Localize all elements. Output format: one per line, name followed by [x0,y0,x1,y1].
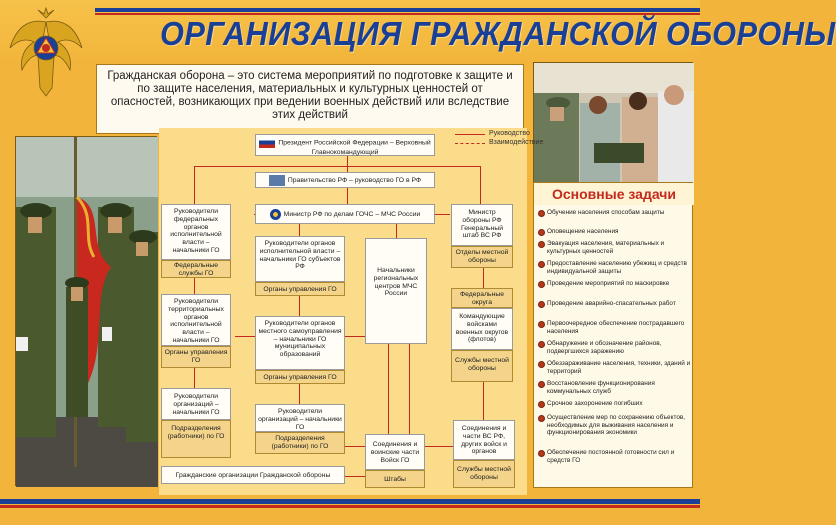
task-label: Эвакуация населения, материальных и культурных ценностей [547,240,665,255]
connector [425,446,453,447]
task-label: Восстановление функционирования коммунальных служб [547,380,655,395]
bullet-icon [538,301,545,308]
task-item [537,280,691,288]
task-label: Оповещение населения [547,228,619,235]
box-district-commanders [451,308,513,350]
parade-photo [15,136,157,486]
organization-chart [159,128,544,495]
box-regional-centers [365,238,427,344]
task-item [537,240,691,255]
training-photo [533,62,693,182]
box-staffs [365,470,425,488]
district-commanders-label: Командующие войсками военных округов (флотов) [455,313,509,344]
territorial-bodies-label: Органы управления ГО [164,349,228,364]
task-label: Первоочередное обеспечение пострадавшего населения [547,320,685,335]
territorial-heads-label: Руководители территориальных органов исполнительной власти – начальники ГО [168,298,224,344]
training-illustration [534,63,694,183]
box-federal-districts [451,288,513,308]
box-local-bodies [255,370,345,384]
government-label: Правительство РФ – руководство ГО в РФ [287,177,422,184]
box-exec-bodies [255,282,345,296]
government-building-icon [269,175,285,186]
task-label: Обучение населения способам защиты [547,209,665,216]
minister-defense-label: Министр обороны РФ Генеральный штаб ВС РФ [460,209,504,240]
local-defense-services2-label: Службы местной обороны [457,466,511,481]
bullet-icon [538,229,545,236]
task-item [537,320,691,335]
president-label: Президент Российской Федерации – Верховный Главнокомандующий [278,139,431,156]
task-item [537,380,691,395]
org-heads-left-label: Руководители организаций – начальники ГО [172,393,220,416]
connector [194,166,195,204]
russian-flag-icon [259,137,275,148]
federal-heads-label: Руководители федеральных органов исполнительной власти – начальники ГО [170,208,222,254]
mchs-emblem-icon [8,8,84,96]
task-label: Предоставление населению убежищ и средств индивидуальной защиты [547,260,687,275]
bullet-icon [538,381,545,388]
task-item [537,260,691,275]
task-item [537,300,691,308]
local-bodies-label: Органы управления ГО [263,374,337,381]
connector [299,384,300,404]
bullet-icon [538,415,545,422]
box-minister-mchs [255,204,435,224]
box-civil-orgs [161,466,345,484]
task-label: Обеспечение постоянной готовности сил и средств ГО [547,449,675,464]
box-local-heads [255,316,345,370]
box-president [255,134,435,156]
legend-leadership-line [455,134,485,135]
connector [483,382,484,420]
task-label: Обнаружение и обозначение районов, подвергшихся заражению [547,340,662,355]
task-item [537,228,691,236]
minister-mchs-label: Министр РФ по делам ГОЧС – МЧС России [283,211,421,218]
bullet-icon [538,210,545,217]
bullet-icon [538,281,545,288]
bullet-icon [538,401,545,408]
org-heads-mid-label: Руководители организаций – начальники ГО [258,408,342,431]
task-item [537,209,691,217]
box-local-defense-services [451,350,513,382]
bottom-red-stripe [0,505,700,508]
connector [194,276,195,294]
local-defense-label: Отделы местной обороны [455,249,509,264]
task-item [537,414,691,437]
box-org-units-left [161,420,231,458]
connector [299,296,300,316]
box-government [255,172,435,188]
box-territorial-bodies [161,346,231,368]
local-heads-label: Руководители органов местного самоуправления – начальники ГО муниципальных образований [258,320,342,359]
connector [480,166,481,204]
box-exec-heads [255,236,345,282]
civil-troops-label: Соединения и воинские части Войск ГО [370,441,420,464]
tasks-title: Основные задачи [534,183,694,205]
box-federal-heads [161,204,231,260]
bottom-blue-stripe [0,499,700,504]
mchs-badge-icon [270,209,281,220]
bullet-icon [538,321,545,328]
staffs-label: Штабы [384,476,406,483]
connector [396,224,397,238]
federal-services-label: Федеральные службы ГО [173,262,219,277]
bottom-band [0,509,700,525]
task-label: Срочное захоронение погибших [547,400,643,407]
armed-forces-units-label: Соединения и части ВС РФ, других войск и органов [461,425,507,456]
box-org-heads-mid [255,404,345,432]
civil-orgs-label: Гражданские организации Гражданской обороны [175,472,331,479]
connector [347,188,348,204]
box-civil-troops [365,434,425,470]
box-armed-forces-units [453,420,515,460]
legend-interaction: Взаимодействие [489,139,544,146]
connector [299,224,300,236]
org-units-left-label: Подразделения (работники) по ГО [167,425,225,440]
task-item [537,400,691,408]
federal-districts-label: Федеральные округа [459,291,505,306]
box-local-defense [451,246,513,268]
box-territorial-heads [161,294,231,346]
task-label: Проведение аварийно-спасательных работ [547,300,676,307]
bullet-icon [538,241,545,248]
box-org-units-mid [255,432,345,454]
legend-leadership: Руководство [489,130,530,137]
task-label: Обеззараживание населения, техники, зданий и территорий [547,360,691,375]
box-org-heads-left [161,388,231,420]
regional-centers-label: Начальники региональных центров МЧС России [373,267,419,298]
bullet-icon [538,341,545,348]
exec-bodies-label: Органы управления ГО [263,286,337,293]
bullet-icon [538,361,545,368]
bullet-icon [538,261,545,268]
org-units-mid-label: Подразделения (работники) по ГО [271,435,329,450]
parade-illustration [16,137,158,487]
task-label: Осуществление мер по сохранению объектов, необходимых для выживания населения и функционирования экономики [547,414,686,437]
connector [409,344,410,434]
box-minister-defense [451,204,513,246]
connector [388,344,389,434]
main-tasks-panel [533,182,693,488]
box-federal-services [161,260,231,278]
bullet-icon [538,450,545,457]
page-title: ОРГАНИЗАЦИЯ ГРАЖДАНСКОЙ ОБОРОНЫ [160,15,836,52]
task-item [537,360,691,375]
intro-definition: Гражданская оборона – это система мероприятий по подготовке к защите и по защите населения, материальных и культурных ценностей от опасностей, возникающих при ведении военных действий или вследствие этих действий [96,64,524,134]
legend-interaction-line [455,143,485,144]
local-defense-services-label: Службы местной обороны [455,357,509,372]
top-blue-stripe [95,8,700,12]
connector [483,268,484,288]
connector [194,166,480,167]
task-label: Проведение мероприятий по маскировке [547,280,670,287]
exec-heads-label: Руководители органов исполнительной власти – начальники ГО субъектов РФ [259,240,341,271]
task-item [537,340,691,355]
box-local-defense-services-2 [453,460,515,488]
task-item [537,449,691,464]
